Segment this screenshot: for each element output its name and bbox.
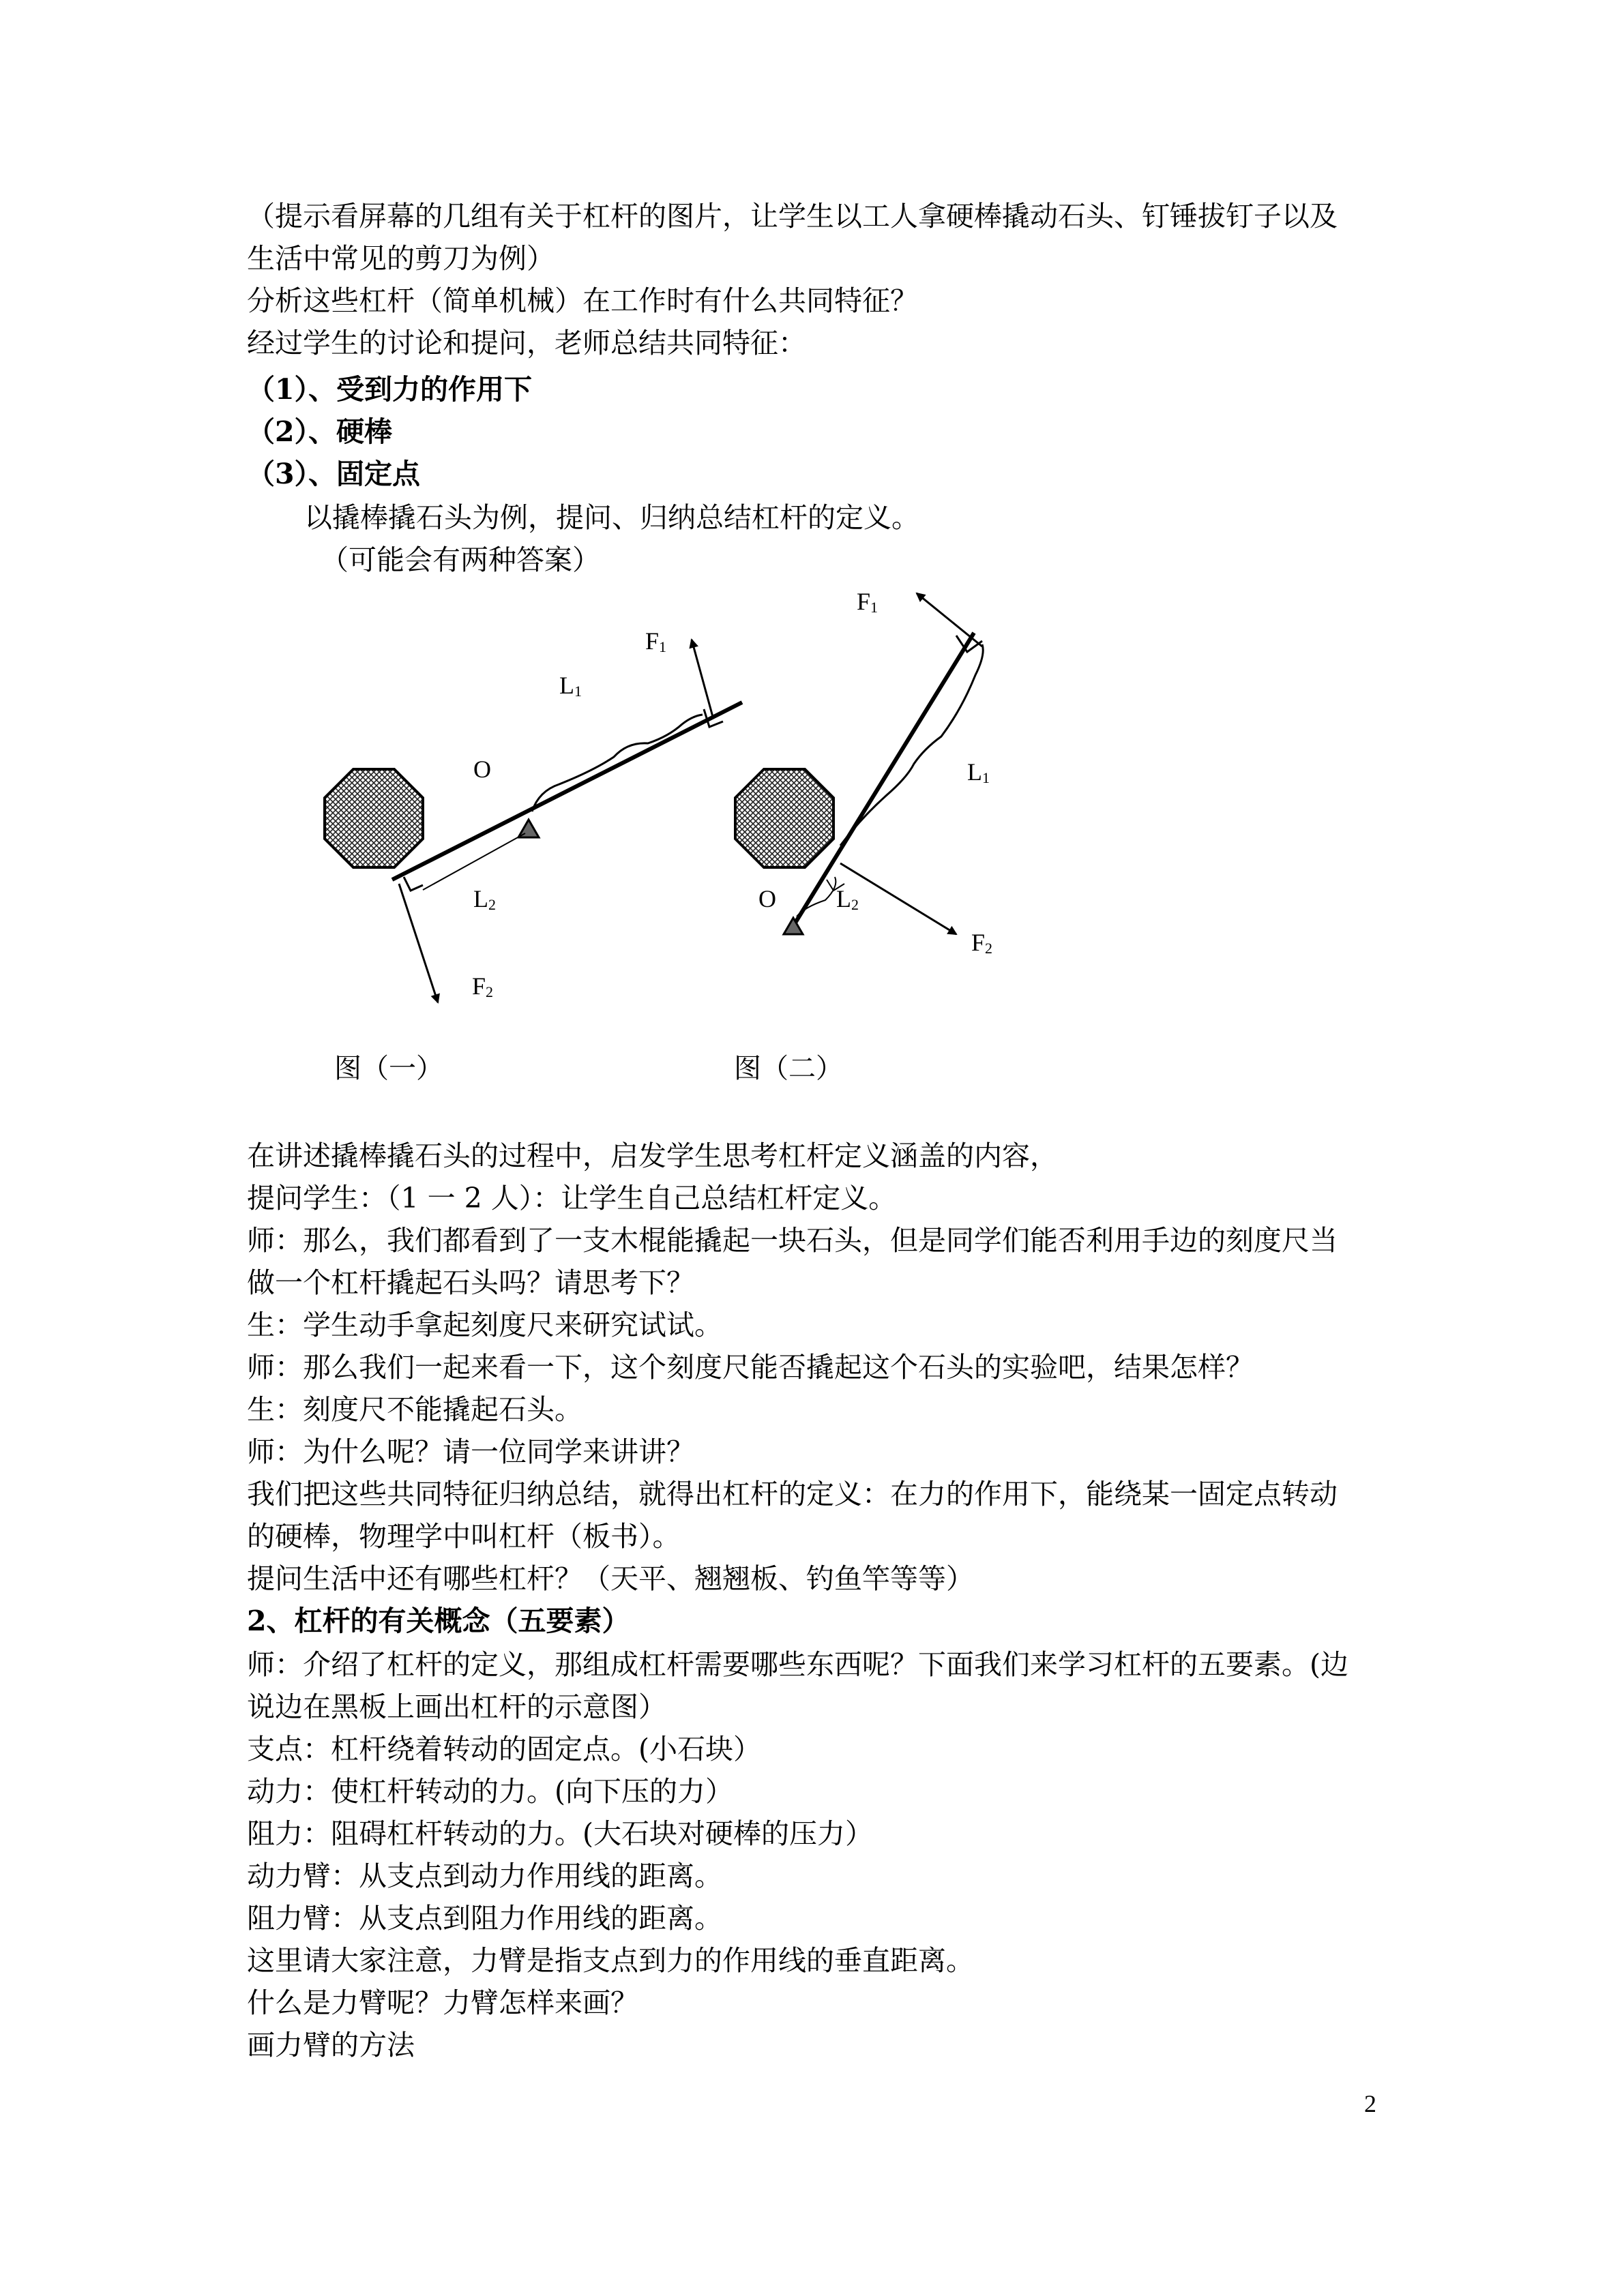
figure-caption: 图（一） (334, 1053, 443, 1084)
text-line: 阻力：阻碍杠杆转动的力。(大石块对硬棒的压力） (247, 1817, 873, 1850)
brace-l2 (797, 877, 836, 916)
figure-two (735, 593, 983, 934)
force-f1-arrow (917, 593, 982, 646)
force-f1-arrow (692, 640, 713, 717)
feature-item: （2）、硬棒 (247, 415, 393, 448)
text-line: 师：为什么呢？请一位同学来讲讲？ (247, 1435, 694, 1468)
text-line: 阻力臂：从支点到阻力作用线的距离。 (247, 1902, 722, 1935)
force-f2-arrow (399, 884, 438, 1002)
label-f2: $F_2$ (472, 972, 494, 1000)
fulcrum-triangle (784, 918, 803, 934)
text-line: 生：刻度尺不能撬起石头。 (247, 1393, 582, 1426)
text-line: 师：那么我们一起来看一下，这个刻度尺能否撬起这个石头的实验吧，结果怎样？ (247, 1351, 1254, 1384)
page-number: 2 (1364, 2090, 1376, 2117)
label-l2: $L_2$ (836, 885, 859, 913)
label-l1: $L_1$ (559, 672, 582, 700)
label-f1: $F_1$ (857, 588, 879, 616)
text-line: 生活中常见的剪刀为例） (247, 242, 555, 275)
text-line: 经过学生的讨论和提问，老师总结共同特征： (247, 327, 806, 359)
feature-item: （1）、受到力的作用下 (247, 373, 533, 406)
section-heading: 2、杠杆的有关概念（五要素） (247, 1605, 630, 1637)
text-line: 动力：使杠杆转动的力。(向下压的力） (247, 1775, 733, 1808)
intro-line: 以撬棒撬石头为例，提问、归纳总结杠杆的定义。 (304, 501, 919, 534)
right-angle-mark (404, 877, 423, 891)
label-f2: $F_2$ (971, 929, 993, 957)
text-line: 提问学生：（1 一 2 人）：让学生自己总结杠杆定义。 (247, 1182, 897, 1214)
lever-bar (793, 633, 974, 926)
text-line: 师：那么，我们都看到了一支木棍能撬起一块石头，但是同学们能否利用手边的刻度尺当 (247, 1224, 1338, 1257)
text-line: 的硬棒，物理学中叫杠杆（板书）。 (247, 1520, 681, 1553)
text-line: 做一个杠杆撬起石头吗？请思考下？ (247, 1266, 694, 1299)
text-line: 什么是力臂呢？力臂怎样来画？ (247, 1986, 638, 2019)
text-line: 动力臂：从支点到动力作用线的距离。 (247, 1860, 722, 1892)
figure-caption: 图（二） (734, 1053, 843, 1084)
intro-line: （可能会有两种答案） (321, 543, 600, 576)
label-o: O (473, 756, 491, 783)
label-f1: $F_1$ (645, 627, 667, 655)
lever-figures (0, 0, 1624, 1125)
label-l2: $L_2$ (473, 885, 496, 913)
text-line: 画力臂的方法 (247, 2029, 415, 2061)
text-line: （提示看屏幕的几组有关于杠杆的图片，让学生以工人拿硬棒撬动石头、钉锤拔钉子以及 (247, 200, 1338, 233)
text-line: 这里请大家注意，力臂是指支点到力的作用线的垂直距离。 (247, 1944, 974, 1977)
text-line: 说边在黑板上画出杠杆的示意图） (247, 1690, 666, 1723)
label-o: O (758, 885, 776, 912)
text-line: 师：介绍了杠杆的定义，那组成杠杆需要哪些东西呢？下面我们来学习杠杆的五要素。(边 (247, 1648, 1348, 1681)
figure-one (325, 640, 742, 1002)
text-line: 分析这些杠杆（简单机械）在工作时有什么共同特征？ (247, 284, 918, 317)
text-line: 支点：杠杆绕着转动的固定点。(小石块） (247, 1733, 761, 1765)
label-l1: $L_1$ (967, 758, 990, 786)
lever-bar (392, 702, 742, 880)
stone-octagon (735, 769, 833, 867)
text-line: 生：学生动手拿起刻度尺来研究试试。 (247, 1309, 722, 1341)
stone-octagon (325, 769, 423, 867)
text-line: 我们把这些共同特征归纳总结，就得出杠杆的定义：在力的作用下，能绕某一固定点转动 (247, 1478, 1338, 1510)
feature-item: （3）、固定点 (247, 458, 421, 490)
text-line: 在讲述撬棒撬石头的过程中，启发学生思考杠杆定义涵盖的内容， (247, 1139, 1058, 1172)
text-line: 提问生活中还有哪些杠杆？（天平、翘翘板、钓鱼竿等等） (247, 1562, 974, 1595)
line-l2 (423, 833, 525, 890)
